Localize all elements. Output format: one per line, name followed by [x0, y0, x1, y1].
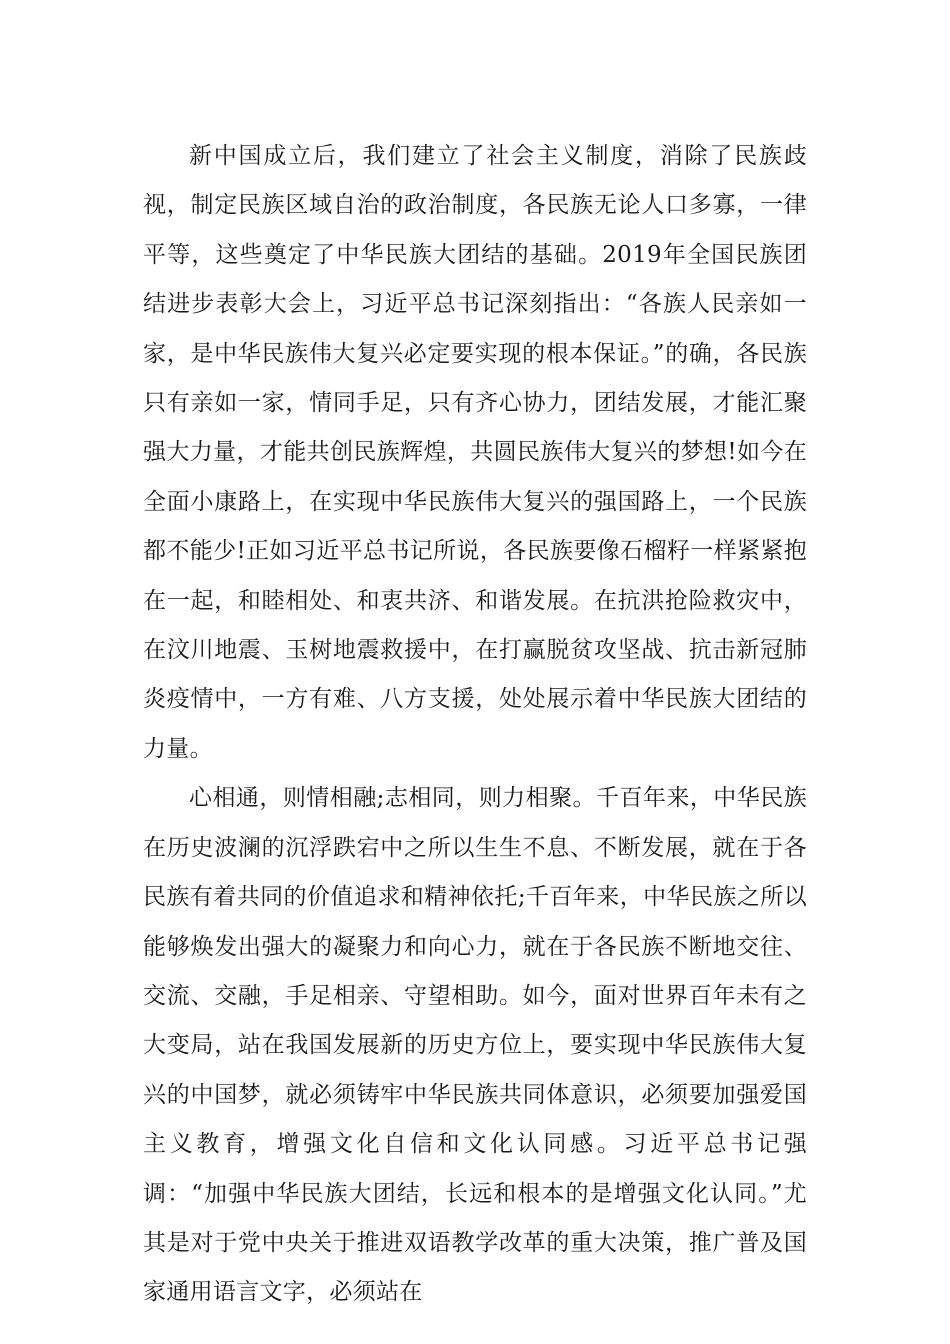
paragraph-1: 新中国成立后，我们建立了社会主义制度，消除了民族歧视，制定民族区域自治的政治制度，各民族无论人口多寡，一律平等，这些奠定了中华民族大团结的基础。2019年全国民族团结进步表彰大会上，习近平总书记深刻指出：“各族人民亲如一家，是中华民族伟大复兴必定要实现的根本保证。”的确，各民族只有亲如一家，情同手足，只有齐心协力，团结发展，才能汇聚强大力量，才能共创民族辉煌，共圆民族伟大复兴的梦想!如今在全面小康路上，在实现中华民族伟大复兴的强国路上，一个民族都不能少!正如习近平总书记所说，各民族要像石榴籽一样紧紧抱在一起，和睦相处、和衷共济、和谐发展。在抗洪抢险救灾中，在汶川地震、玉树地震救援中，在打赢脱贫攻坚战、抗击新冠肺炎疫情中，一方有难、八方支援，处处展示着中华民族大团结的力量。	[143, 143, 807, 762]
document-body	[143, 132, 807, 1318]
paragraph-2: 心相通，则情相融;志相同，则力相聚。千百年来，中华民族在历史波澜的沉浮跌宕中之所以生生不息、不断发展，就在于各民族有着共同的价值追求和精神依托;千百年来，中华民族之所以能够焕发出强大的凝聚力和向心力，就在于各民族不断地交往、交流、交融，手足相亲、守望相助。如今，面对世界百年未有之大变局，站在我国发展新的历史方位上，要实现中华民族伟大复兴的中国梦，就必须铸牢中华民族共同体意识，必须要加强爱国主义教育，增强文化自信和文化认同感。习近平总书记强调：“加强中华民族大团结，长远和根本的是增强文化认同。”尤其是对于党中央关于推进双语教学改革的重大决策，推广普及国家通用语言文字，必须站在	[143, 785, 807, 1306]
